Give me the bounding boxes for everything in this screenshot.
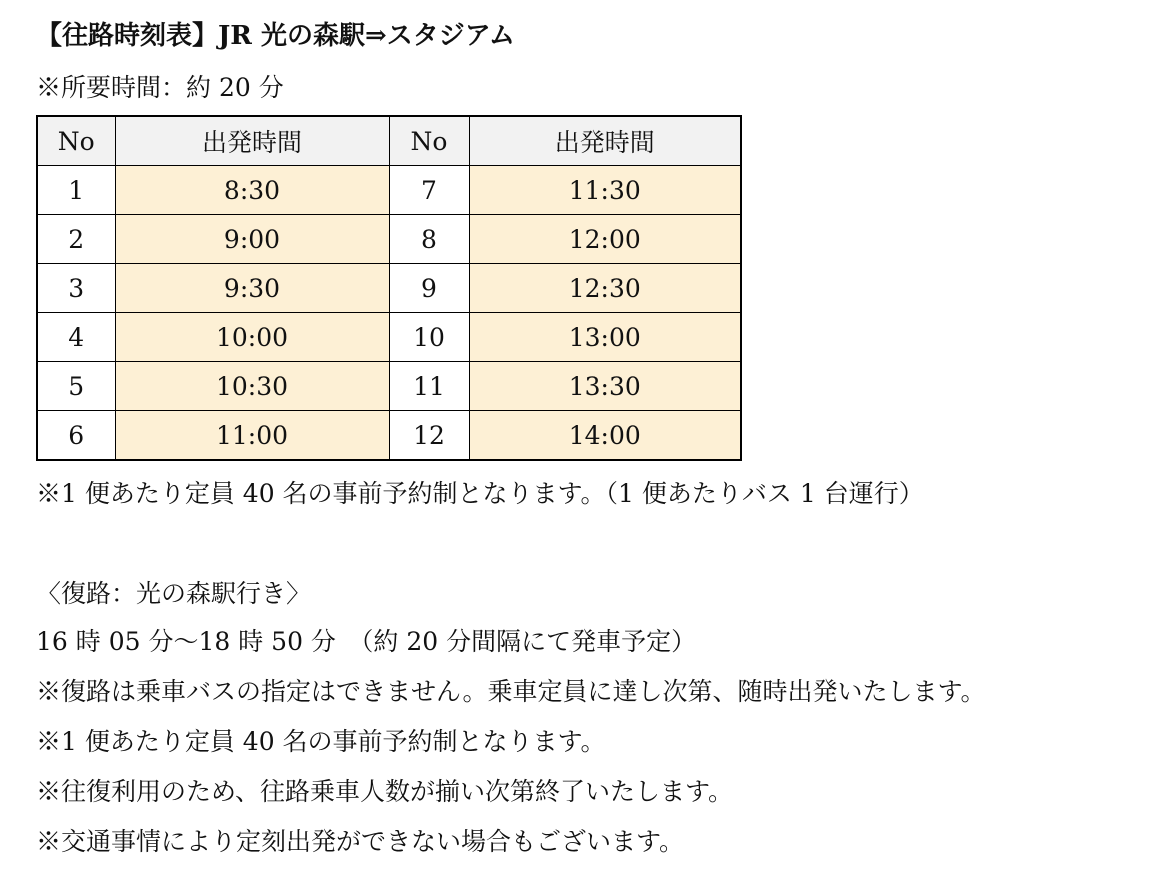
table-row xyxy=(37,411,741,461)
cell-departure-time: 9:00 xyxy=(115,215,389,264)
return-note: ※往復利用のため、往路乗車人数が揃い次第終了いたします。 xyxy=(36,777,734,806)
cell-no: 4 xyxy=(37,313,115,362)
cell-no: 5 xyxy=(37,362,115,411)
cell-departure-time: 13:30 xyxy=(469,362,741,411)
timetable xyxy=(36,115,742,461)
cell-no: 1 xyxy=(37,166,115,215)
return-note: ※交通事情により定刻出発ができない場合もございます。 xyxy=(36,827,685,856)
cell-no: 10 xyxy=(389,313,469,362)
cell-departure-time: 12:30 xyxy=(469,264,741,313)
table-row xyxy=(37,264,741,313)
cell-departure-time: 13:00 xyxy=(469,313,741,362)
cell-no: 2 xyxy=(37,215,115,264)
cell-departure-time: 11:30 xyxy=(469,166,741,215)
header-time-a: 出発時間 xyxy=(115,116,389,166)
cell-departure-time: 10:00 xyxy=(115,313,389,362)
cell-departure-time: 14:00 xyxy=(469,411,741,461)
table-header-row xyxy=(37,116,741,166)
cell-departure-time: 9:30 xyxy=(115,264,389,313)
header-no-b: No xyxy=(389,116,469,166)
cell-no: 11 xyxy=(389,362,469,411)
cell-departure-time: 11:00 xyxy=(115,411,389,461)
cell-no: 9 xyxy=(389,264,469,313)
cell-no: 8 xyxy=(389,215,469,264)
return-note: ※復路は乗車バスの指定はできません。乗車定員に達し次第、随時出発いたします。 xyxy=(36,677,986,706)
table-row xyxy=(37,166,741,215)
duration-note: ※所要時間：約 20 分 xyxy=(36,73,284,102)
return-heading: 〈復路：光の森駅行き〉 xyxy=(36,579,312,608)
cell-no: 6 xyxy=(37,411,115,461)
cell-no: 7 xyxy=(389,166,469,215)
cell-departure-time: 10:30 xyxy=(115,362,389,411)
header-no-a: No xyxy=(37,116,115,166)
page-title: 【往路時刻表】JR 光の森駅⇒スタジアム xyxy=(36,21,515,51)
table-row xyxy=(37,362,741,411)
capacity-note: ※1 便あたり定員 40 名の事前予約制となります。（1 便あたりバス 1 台運行） xyxy=(36,479,924,508)
header-time-b: 出発時間 xyxy=(469,116,741,166)
table-row xyxy=(37,313,741,362)
return-note: ※1 便あたり定員 40 名の事前予約制となります。 xyxy=(36,727,606,756)
cell-no: 12 xyxy=(389,411,469,461)
cell-departure-time: 8:30 xyxy=(115,166,389,215)
cell-departure-time: 12:00 xyxy=(469,215,741,264)
cell-no: 3 xyxy=(37,264,115,313)
return-schedule: 16 時 05 分～18 時 50 分 （約 20 分間隔にて発車予定） xyxy=(36,627,697,656)
table-row xyxy=(37,215,741,264)
